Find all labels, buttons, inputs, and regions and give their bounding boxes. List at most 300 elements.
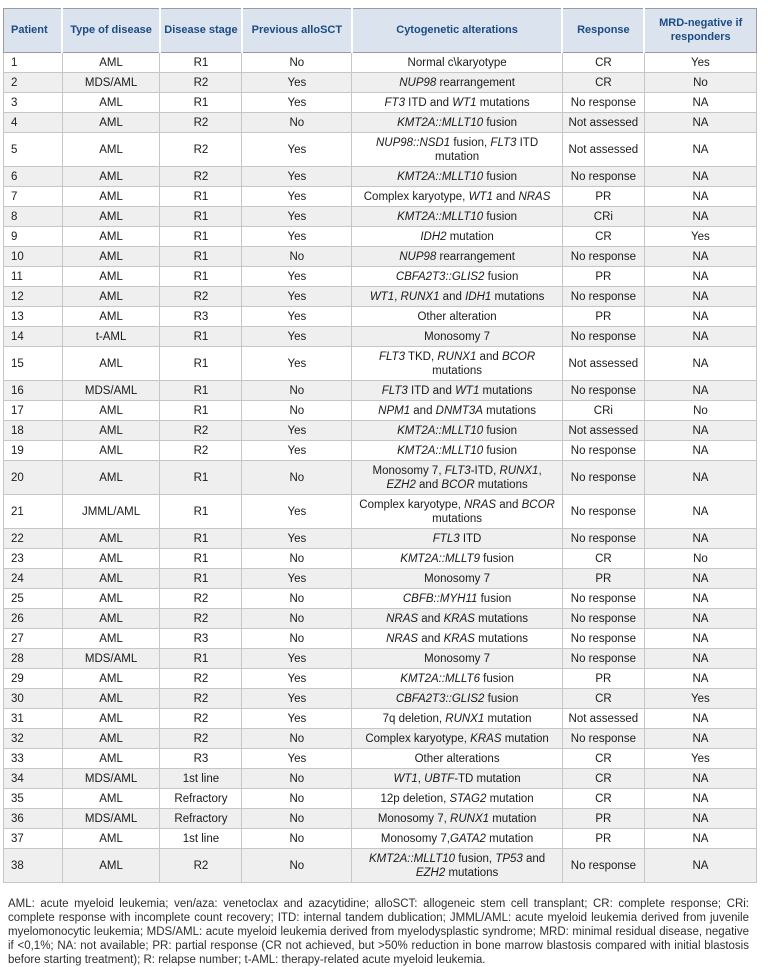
cell-previous-allosct: Yes (242, 421, 352, 441)
column-header-disease-stage: Disease stage (160, 9, 242, 53)
cell-disease-stage: R2 (160, 589, 242, 609)
cell-response: No response (562, 461, 644, 495)
cell-previous-allosct: Yes (242, 749, 352, 769)
cell-mrd-negative: NA (644, 529, 756, 549)
cell-type-of-disease: MDS/AML (62, 73, 160, 93)
cell-response: No response (562, 381, 644, 401)
cell-response: CR (562, 749, 644, 769)
cell-type-of-disease: AML (62, 729, 160, 749)
cell-disease-stage: R1 (160, 495, 242, 529)
cell-cytogenetic-alterations: Other alteration (352, 307, 563, 327)
cell-response: No response (562, 327, 644, 347)
column-header-previous-allosct: Previous alloSCT (242, 9, 352, 53)
cell-cytogenetic-alterations: 12p deletion, STAG2 mutation (352, 789, 563, 809)
table-row (4, 133, 757, 167)
cell-response: CR (562, 769, 644, 789)
cell-previous-allosct: No (242, 247, 352, 267)
cell-patient: 17 (4, 401, 63, 421)
cell-type-of-disease: AML (62, 529, 160, 549)
cell-previous-allosct: Yes (242, 267, 352, 287)
cell-mrd-negative: NA (644, 347, 756, 381)
cell-patient: 24 (4, 569, 63, 589)
cell-disease-stage: R1 (160, 267, 242, 287)
cell-cytogenetic-alterations: Complex karyotype, WT1 and NRAS (352, 187, 563, 207)
cell-previous-allosct: No (242, 461, 352, 495)
cell-previous-allosct: No (242, 829, 352, 849)
cell-previous-allosct: No (242, 53, 352, 73)
cell-cytogenetic-alterations: KMT2A::MLLT9 fusion (352, 549, 563, 569)
cell-cytogenetic-alterations: Monosomy 7 (352, 327, 563, 347)
cell-mrd-negative: NA (644, 669, 756, 689)
cell-response: PR (562, 809, 644, 829)
cell-patient: 11 (4, 267, 63, 287)
cell-disease-stage: R1 (160, 187, 242, 207)
cell-patient: 36 (4, 809, 63, 829)
cell-previous-allosct: No (242, 401, 352, 421)
cell-patient: 25 (4, 589, 63, 609)
cell-patient: 19 (4, 441, 63, 461)
cell-mrd-negative: NA (644, 421, 756, 441)
cell-disease-stage: R1 (160, 207, 242, 227)
cell-cytogenetic-alterations: CBFA2T3::GLIS2 fusion (352, 689, 563, 709)
cell-type-of-disease: AML (62, 227, 160, 247)
cell-patient: 38 (4, 849, 63, 883)
cell-patient: 30 (4, 689, 63, 709)
table-row (4, 247, 757, 267)
cell-cytogenetic-alterations: KMT2A::MLLT6 fusion (352, 669, 563, 689)
cell-patient: 28 (4, 649, 63, 669)
table-row (4, 441, 757, 461)
cell-cytogenetic-alterations: NRAS and KRAS mutations (352, 609, 563, 629)
cell-disease-stage: 1st line (160, 829, 242, 849)
cell-patient: 18 (4, 421, 63, 441)
cell-response: No response (562, 629, 644, 649)
table-row (4, 93, 757, 113)
cell-previous-allosct: Yes (242, 649, 352, 669)
cell-mrd-negative: NA (644, 167, 756, 187)
cell-previous-allosct: Yes (242, 287, 352, 307)
cell-mrd-negative: NA (644, 789, 756, 809)
cell-previous-allosct: Yes (242, 227, 352, 247)
cell-patient: 9 (4, 227, 63, 247)
table-row (4, 207, 757, 227)
cell-patient: 10 (4, 247, 63, 267)
cell-response: No response (562, 287, 644, 307)
cell-patient: 6 (4, 167, 63, 187)
table-row (4, 789, 757, 809)
cell-previous-allosct: Yes (242, 569, 352, 589)
cell-response: CR (562, 53, 644, 73)
table-row (4, 629, 757, 649)
cell-cytogenetic-alterations: NUP98::NSD1 fusion, FLT3 ITD mutation (352, 133, 563, 167)
cell-response: Not assessed (562, 113, 644, 133)
cell-disease-stage: 1st line (160, 769, 242, 789)
cell-patient: 5 (4, 133, 63, 167)
cell-disease-stage: R1 (160, 381, 242, 401)
table-row (4, 569, 757, 589)
table-row (4, 529, 757, 549)
column-header-response: Response (562, 9, 644, 53)
table-row (4, 227, 757, 247)
table-row (4, 381, 757, 401)
cell-patient: 31 (4, 709, 63, 729)
cell-mrd-negative: Yes (644, 227, 756, 247)
cell-previous-allosct: Yes (242, 187, 352, 207)
cell-patient: 3 (4, 93, 63, 113)
cell-response: PR (562, 267, 644, 287)
cell-patient: 33 (4, 749, 63, 769)
table-row (4, 73, 757, 93)
cell-cytogenetic-alterations: FLT3 TKD, RUNX1 and BCOR mutations (352, 347, 563, 381)
cell-previous-allosct: Yes (242, 73, 352, 93)
cell-disease-stage: R2 (160, 113, 242, 133)
cell-type-of-disease: AML (62, 113, 160, 133)
cell-disease-stage: R1 (160, 247, 242, 267)
cell-type-of-disease: AML (62, 53, 160, 73)
cell-cytogenetic-alterations: WT1, UBTF-TD mutation (352, 769, 563, 789)
cell-type-of-disease: AML (62, 709, 160, 729)
cell-mrd-negative: NA (644, 829, 756, 849)
cell-response: CRi (562, 207, 644, 227)
cell-cytogenetic-alterations: FLT3 ITD and WT1 mutations (352, 381, 563, 401)
cell-cytogenetic-alterations: FTL3 ITD (352, 529, 563, 549)
cell-disease-stage: R2 (160, 729, 242, 749)
table-row (4, 187, 757, 207)
cell-mrd-negative: NA (644, 93, 756, 113)
cell-response: PR (562, 669, 644, 689)
cell-type-of-disease: AML (62, 207, 160, 227)
cell-previous-allosct: Yes (242, 709, 352, 729)
cell-previous-allosct: Yes (242, 93, 352, 113)
cell-response: CR (562, 789, 644, 809)
cell-disease-stage: R1 (160, 347, 242, 381)
cell-previous-allosct: Yes (242, 347, 352, 381)
table-row (4, 849, 757, 883)
table-row (4, 113, 757, 133)
cell-type-of-disease: MDS/AML (62, 381, 160, 401)
cell-mrd-negative: NA (644, 307, 756, 327)
cell-mrd-negative: NA (644, 287, 756, 307)
cell-response: Not assessed (562, 347, 644, 381)
table-body (4, 53, 757, 883)
cell-patient: 32 (4, 729, 63, 749)
cell-cytogenetic-alterations: Complex karyotype, NRAS and BCOR mutations (352, 495, 563, 529)
cell-response: CR (562, 73, 644, 93)
cell-cytogenetic-alterations: NUP98 rearrangement (352, 73, 563, 93)
cell-patient: 37 (4, 829, 63, 849)
table-row (4, 53, 757, 73)
cell-previous-allosct: Yes (242, 133, 352, 167)
cell-type-of-disease: AML (62, 267, 160, 287)
cell-disease-stage: R1 (160, 401, 242, 421)
cell-response: No response (562, 441, 644, 461)
cell-disease-stage: Refractory (160, 809, 242, 829)
cell-cytogenetic-alterations: FT3 ITD and WT1 mutations (352, 93, 563, 113)
table-row (4, 749, 757, 769)
patients-table (3, 8, 757, 883)
cell-mrd-negative: NA (644, 327, 756, 347)
cell-previous-allosct: Yes (242, 167, 352, 187)
cell-type-of-disease: AML (62, 167, 160, 187)
cell-type-of-disease: AML (62, 247, 160, 267)
cell-type-of-disease: AML (62, 789, 160, 809)
cell-mrd-negative: NA (644, 609, 756, 629)
cell-type-of-disease: AML (62, 749, 160, 769)
cell-disease-stage: R1 (160, 53, 242, 73)
cell-disease-stage: R1 (160, 461, 242, 495)
cell-previous-allosct: Yes (242, 529, 352, 549)
cell-disease-stage: R2 (160, 287, 242, 307)
cell-cytogenetic-alterations: KMT2A::MLLT10 fusion (352, 207, 563, 227)
cell-cytogenetic-alterations: IDH2 mutation (352, 227, 563, 247)
cell-type-of-disease: AML (62, 93, 160, 113)
cell-type-of-disease: AML (62, 441, 160, 461)
column-header-type-of-disease: Type of disease (62, 9, 160, 53)
cell-previous-allosct: No (242, 809, 352, 829)
cell-previous-allosct: Yes (242, 327, 352, 347)
cell-response: PR (562, 187, 644, 207)
cell-mrd-negative: NA (644, 809, 756, 829)
cell-mrd-negative: NA (644, 729, 756, 749)
table-row (4, 609, 757, 629)
cell-previous-allosct: No (242, 629, 352, 649)
cell-mrd-negative: NA (644, 589, 756, 609)
cell-mrd-negative: NA (644, 187, 756, 207)
cell-mrd-negative: NA (644, 709, 756, 729)
table-row (4, 649, 757, 669)
table-row (4, 729, 757, 749)
cell-type-of-disease: AML (62, 849, 160, 883)
cell-cytogenetic-alterations: Other alterations (352, 749, 563, 769)
cell-mrd-negative: NA (644, 461, 756, 495)
cell-type-of-disease: MDS/AML (62, 769, 160, 789)
cell-cytogenetic-alterations: WT1, RUNX1 and IDH1 mutations (352, 287, 563, 307)
cell-response: No response (562, 529, 644, 549)
cell-cytogenetic-alterations: CBFA2T3::GLIS2 fusion (352, 267, 563, 287)
cell-response: Not assessed (562, 709, 644, 729)
cell-patient: 7 (4, 187, 63, 207)
cell-patient: 29 (4, 669, 63, 689)
cell-mrd-negative: NA (644, 569, 756, 589)
cell-cytogenetic-alterations: Monosomy 7, FLT3-ITD, RUNX1, EZH2 and BCOR mutations (352, 461, 563, 495)
cell-cytogenetic-alterations: NRAS and KRAS mutations (352, 629, 563, 649)
cell-response: No response (562, 93, 644, 113)
cell-disease-stage: R1 (160, 569, 242, 589)
cell-disease-stage: R1 (160, 227, 242, 247)
table-row (4, 347, 757, 381)
cell-cytogenetic-alterations: KMT2A::MLLT10 fusion (352, 113, 563, 133)
cell-mrd-negative: No (644, 401, 756, 421)
cell-response: No response (562, 495, 644, 529)
cell-patient: 1 (4, 53, 63, 73)
table-row (4, 461, 757, 495)
cell-patient: 2 (4, 73, 63, 93)
cell-type-of-disease: AML (62, 401, 160, 421)
cell-previous-allosct: Yes (242, 441, 352, 461)
cell-patient: 21 (4, 495, 63, 529)
cell-response: CRi (562, 401, 644, 421)
cell-patient: 16 (4, 381, 63, 401)
cell-previous-allosct: No (242, 729, 352, 749)
cell-mrd-negative: NA (644, 247, 756, 267)
cell-type-of-disease: AML (62, 609, 160, 629)
cell-mrd-negative: NA (644, 207, 756, 227)
cell-type-of-disease: AML (62, 569, 160, 589)
cell-type-of-disease: AML (62, 133, 160, 167)
cell-response: PR (562, 829, 644, 849)
cell-disease-stage: R3 (160, 629, 242, 649)
cell-disease-stage: R1 (160, 649, 242, 669)
cell-response: PR (562, 569, 644, 589)
cell-type-of-disease: MDS/AML (62, 809, 160, 829)
cell-cytogenetic-alterations: NUP98 rearrangement (352, 247, 563, 267)
cell-type-of-disease: AML (62, 347, 160, 381)
header-row (4, 9, 757, 53)
cell-cytogenetic-alterations: Normal c\karyotype (352, 53, 563, 73)
table-row (4, 689, 757, 709)
cell-previous-allosct: No (242, 609, 352, 629)
cell-previous-allosct: Yes (242, 495, 352, 529)
cell-response: CR (562, 227, 644, 247)
cell-previous-allosct: No (242, 381, 352, 401)
table-header (4, 9, 757, 53)
cell-mrd-negative: Yes (644, 689, 756, 709)
cell-type-of-disease: JMML/AML (62, 495, 160, 529)
cell-response: No response (562, 849, 644, 883)
cell-type-of-disease: MDS/AML (62, 649, 160, 669)
cell-previous-allosct: No (242, 789, 352, 809)
cell-patient: 27 (4, 629, 63, 649)
cell-type-of-disease: t-AML (62, 327, 160, 347)
cell-response: No response (562, 729, 644, 749)
cell-disease-stage: R2 (160, 689, 242, 709)
table-row (4, 829, 757, 849)
cell-patient: 4 (4, 113, 63, 133)
column-header-mrd-negative: MRD-negative if responders (644, 9, 756, 53)
cell-cytogenetic-alterations: CBFB::MYH11 fusion (352, 589, 563, 609)
cell-cytogenetic-alterations: KMT2A::MLLT10 fusion (352, 167, 563, 187)
cell-previous-allosct: Yes (242, 689, 352, 709)
cell-cytogenetic-alterations: KMT2A::MLLT10 fusion (352, 441, 563, 461)
cell-response: PR (562, 307, 644, 327)
cell-response: CR (562, 689, 644, 709)
cell-type-of-disease: AML (62, 461, 160, 495)
table-row (4, 495, 757, 529)
table-row (4, 167, 757, 187)
cell-type-of-disease: AML (62, 287, 160, 307)
cell-type-of-disease: AML (62, 307, 160, 327)
column-header-cytogenetic-alterations: Cytogenetic alterations (352, 9, 563, 53)
cell-response: CR (562, 549, 644, 569)
cell-cytogenetic-alterations: Monosomy 7, RUNX1 mutation (352, 809, 563, 829)
cell-response: No response (562, 589, 644, 609)
cell-previous-allosct: Yes (242, 307, 352, 327)
cell-disease-stage: R1 (160, 529, 242, 549)
cell-mrd-negative: Yes (644, 749, 756, 769)
cell-disease-stage: R2 (160, 669, 242, 689)
cell-cytogenetic-alterations: Monosomy 7,GATA2 mutation (352, 829, 563, 849)
column-header-patient: Patient (4, 9, 63, 53)
cell-type-of-disease: AML (62, 187, 160, 207)
cell-mrd-negative: No (644, 73, 756, 93)
cell-patient: 14 (4, 327, 63, 347)
cell-mrd-negative: NA (644, 495, 756, 529)
cell-patient: 8 (4, 207, 63, 227)
cell-disease-stage: R2 (160, 167, 242, 187)
cell-response: No response (562, 649, 644, 669)
cell-previous-allosct: No (242, 769, 352, 789)
cell-patient: 22 (4, 529, 63, 549)
cell-previous-allosct: No (242, 549, 352, 569)
cell-mrd-negative: NA (644, 441, 756, 461)
cell-disease-stage: R2 (160, 421, 242, 441)
cell-patient: 23 (4, 549, 63, 569)
cell-mrd-negative: NA (644, 769, 756, 789)
cell-mrd-negative: NA (644, 629, 756, 649)
table-row (4, 267, 757, 287)
cell-previous-allosct: No (242, 113, 352, 133)
table-row (4, 809, 757, 829)
cell-patient: 20 (4, 461, 63, 495)
cell-response: No response (562, 609, 644, 629)
cell-disease-stage: R2 (160, 709, 242, 729)
cell-disease-stage: R2 (160, 133, 242, 167)
cell-disease-stage: R1 (160, 93, 242, 113)
table-row (4, 287, 757, 307)
cell-response: Not assessed (562, 133, 644, 167)
cell-cytogenetic-alterations: Monosomy 7 (352, 569, 563, 589)
cell-patient: 26 (4, 609, 63, 629)
cell-patient: 12 (4, 287, 63, 307)
cell-mrd-negative: NA (644, 381, 756, 401)
cell-mrd-negative: NA (644, 849, 756, 883)
cell-mrd-negative: NA (644, 267, 756, 287)
cell-patient: 15 (4, 347, 63, 381)
cell-cytogenetic-alterations: KMT2A::MLLT10 fusion (352, 421, 563, 441)
cell-disease-stage: R1 (160, 549, 242, 569)
cell-patient: 35 (4, 789, 63, 809)
cell-cytogenetic-alterations: Complex karyotype, KRAS mutation (352, 729, 563, 749)
cell-response: No response (562, 167, 644, 187)
table-row (4, 401, 757, 421)
cell-type-of-disease: AML (62, 689, 160, 709)
cell-disease-stage: Refractory (160, 789, 242, 809)
cell-disease-stage: R3 (160, 307, 242, 327)
cell-previous-allosct: No (242, 849, 352, 883)
cell-cytogenetic-alterations: Monosomy 7 (352, 649, 563, 669)
table-row (4, 421, 757, 441)
table-row (4, 549, 757, 569)
cell-previous-allosct: Yes (242, 207, 352, 227)
cell-disease-stage: R2 (160, 849, 242, 883)
cell-disease-stage: R2 (160, 73, 242, 93)
table-row (4, 669, 757, 689)
cell-type-of-disease: AML (62, 629, 160, 649)
cell-type-of-disease: AML (62, 669, 160, 689)
cell-type-of-disease: AML (62, 421, 160, 441)
cell-response: No response (562, 247, 644, 267)
cell-cytogenetic-alterations: NPM1 and DNMT3A mutations (352, 401, 563, 421)
cell-previous-allosct: Yes (242, 669, 352, 689)
cell-previous-allosct: No (242, 589, 352, 609)
cell-mrd-negative: No (644, 549, 756, 569)
cell-mrd-negative: Yes (644, 53, 756, 73)
cell-disease-stage: R3 (160, 749, 242, 769)
cell-mrd-negative: NA (644, 133, 756, 167)
table-footnote: AML: acute myeloid leukemia; ven/aza: venetoclax and azacytidine; alloSCT: allogeneic stem cell transplant; CR: complete response; CRi: complete response with incomplete count recovery; ITD: internal tandem dublication; JMML/AML: acute myeloid leukemia derived from juvenile myelomonocytic leukemia; MDS/AML: acute myeloid leukemia derived from myelodysplastic syndrome; MRD: minimal residual disease, negative if <0,1%; NA: not available; PR: partial response (CR not achieved, but >50% reduction in bone marrow blastosis compared with initial blastosis before starting treatment); R: relapse number; t-AML: therapy-related acute myeloid leukemia. (8, 898, 749, 967)
table-row (4, 769, 757, 789)
cell-type-of-disease: AML (62, 589, 160, 609)
